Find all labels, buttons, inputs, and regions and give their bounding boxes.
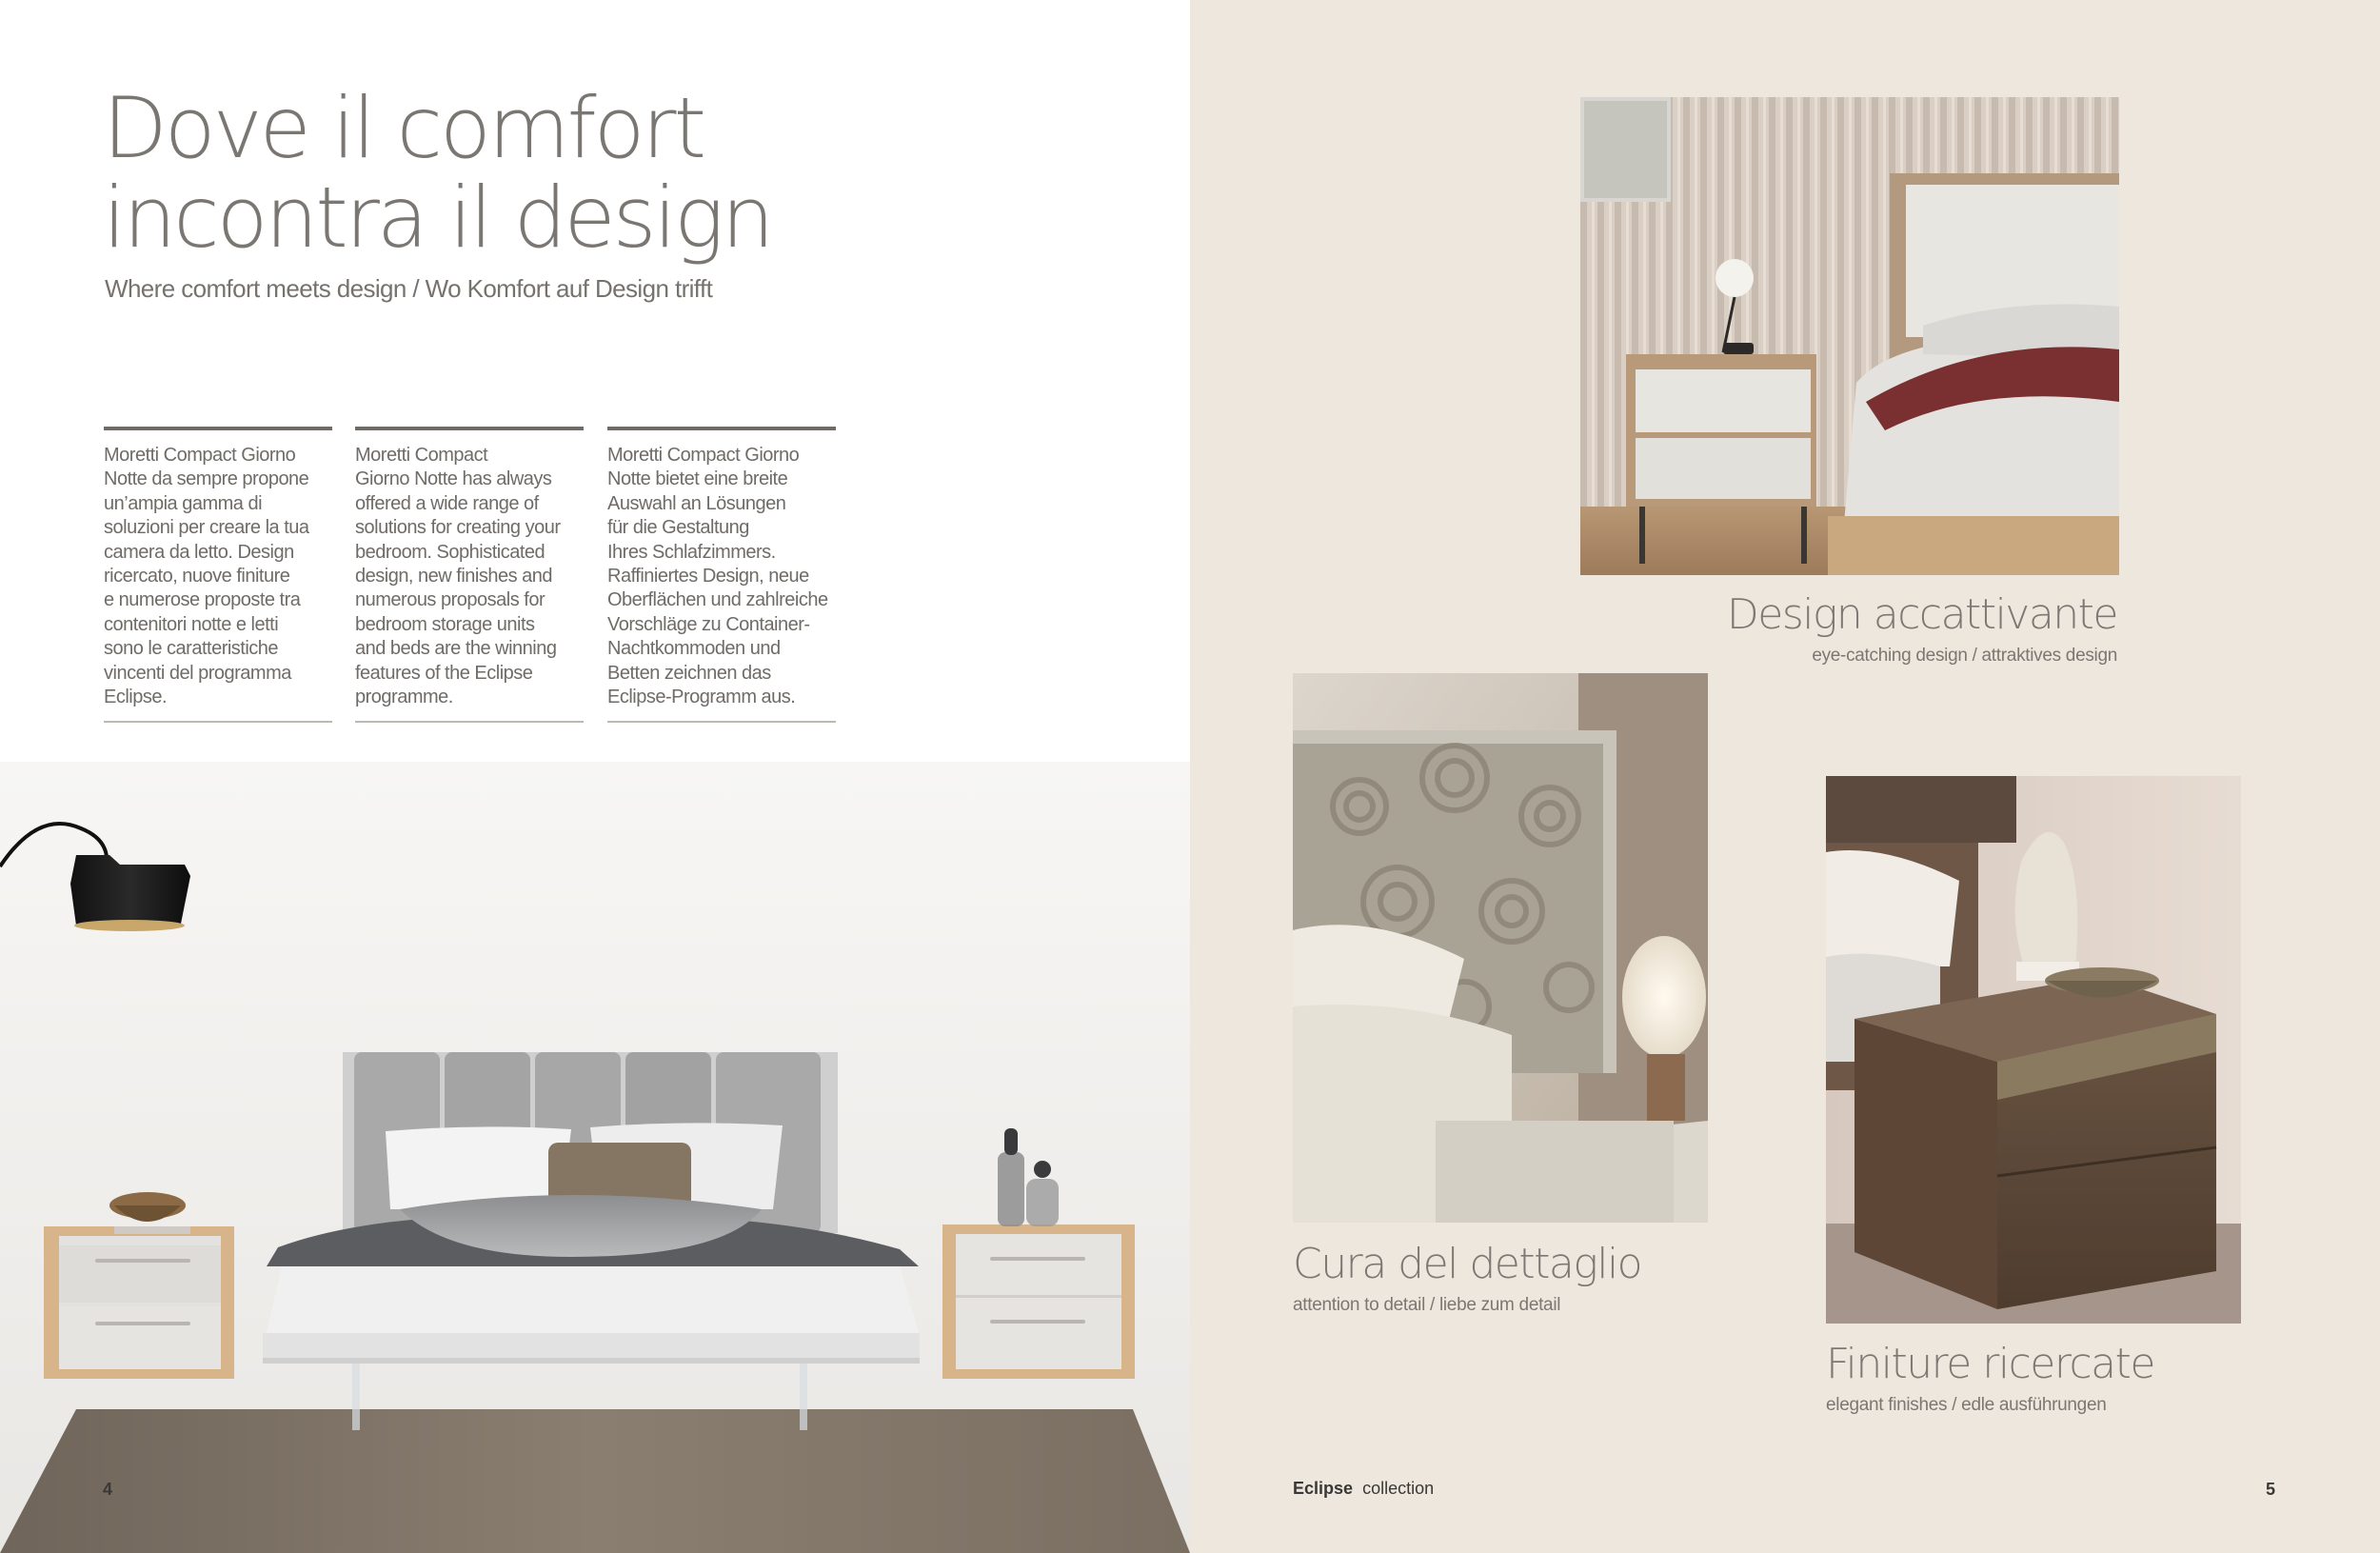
brand-suffix: collection [1362,1479,1435,1498]
hero-bedroom-image [0,762,1190,1553]
caption-design-subtitle: eye-catching design / attraktives design [1812,646,2117,666]
headline-line-2: incontra il design [103,169,772,267]
page-number-left: 4 [103,1480,113,1499]
caption-detail-title: Cura del dettaglio [1293,1240,1642,1288]
photo-detail-headboard [1293,673,1708,1223]
footer-brand [1293,1479,1434,1499]
page-headline [103,79,960,267]
caption-finishes-title: Finiture ricercate [1826,1340,2154,1388]
right-page [1190,0,2380,1553]
caption-finishes-subtitle: elegant finishes / edle ausführungen [1826,1395,2107,1415]
column-text: Moretti Compact Giorno Notte bietet eine breite Auswahl an Lösungen für die Gestaltung Ihres Schlafzimmers. Raffiniertes Design, neue Oberflächen und zahlreiche Vorschläge zu Container- Nachtkommoden und Betten zeichnen das Eclipse-Programm aus. [607,445,828,708]
text-column-italian [104,427,332,723]
photo-finishes-nightstand [1826,776,2241,1324]
caption-design-title: Design accattivante [1726,590,2117,639]
headline-subtitle: Where comfort meets design / Wo Komfort auf Design trifft [105,274,713,303]
headline-line-1: Dove il comfort [103,79,704,177]
page-number-right: 5 [2266,1480,2276,1499]
text-column-english [355,427,584,723]
column-text: Moretti Compact Giorno Notte da sempre propone un’ampia gamma di soluzioni per creare la tua camera da letto. Design ricercato, nuove finiture e numerose proposte tra contenitori notte e letti sono le caratteristiche vincenti del programma Eclipse. [104,445,309,708]
caption-detail-subtitle: attention to detail / liebe zum detail [1293,1295,1561,1315]
photo-design-bedroom [1580,97,2119,575]
text-column-german [607,427,836,723]
brand-name: Eclipse [1293,1479,1354,1498]
column-text: Moretti Compact Giorno Notte has always offered a wide range of solutions for creating your bedroom. Sophisticated design, new finishes and numerous proposals for bedroom storage units and beds are the winning features of the Eclipse programme. [355,445,561,708]
